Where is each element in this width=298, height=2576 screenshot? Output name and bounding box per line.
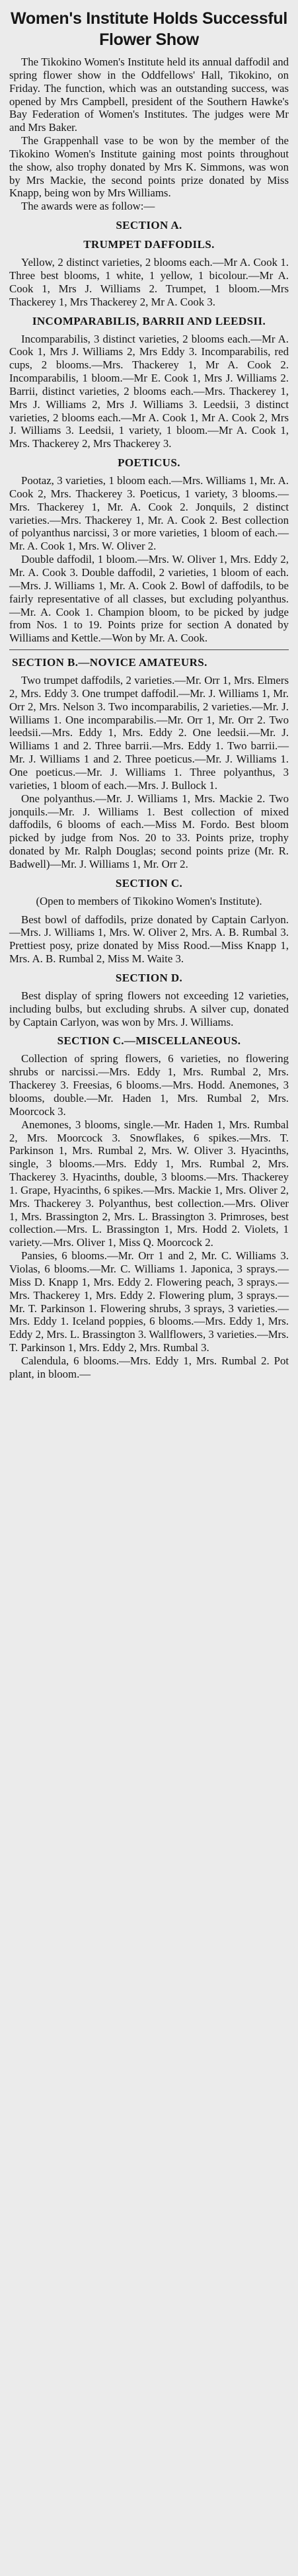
miscellaneous-results-4: Calendula, 6 blooms.—Mrs. Eddy 1, Mrs. Rumbal 2. Pot plant, in bloom.— <box>9 1354 289 1380</box>
section-c-heading: SECTION C. <box>115 876 183 890</box>
miscellaneous-results-1: Collection of spring flowers, 6 varieties, no flowering shrubs or narcissi.—Mrs. Eddy 1, Mrs. Rumbal 2, Mrs. Thackerey 3. Freesias, 6 blooms.—Mrs. Hodd. Anemones, 3 blooms, double.—Mr. Haden 1, Mrs. Rumbal 2, Mrs. Moorcock 3. <box>9 1052 289 1118</box>
miscellaneous-heading: SECTION C.—MISCELLANEOUS. <box>57 1034 241 1048</box>
poeticus-heading: POETICUS. <box>118 456 180 470</box>
intro-paragraph-vase: The Grappenhall vase to be won by the member of the Tikokino Women's Institute gaining most points throughout the show, also trophy donated by Mrs K. Simmons, was won by Mrs Mackie, the second points prize donated by Miss Knapp, being won by Mrs Williams. <box>9 134 289 200</box>
headline-line-2: Flower Show <box>99 30 199 49</box>
section-c-note: (Open to members of Tikokino Women's Institute). <box>36 894 262 907</box>
poeticus-results-1: Pootaz, 3 varieties, 1 bloom each.—Mrs. Williams 1, Mr. A. Cook 2, Mrs. Thackerey 3. Poeticus, 1 variety, 3 blooms.—Mrs. Thackerey 1, Mr. A. Cook 2. Jonquils, 2 distinct varieties.—Mrs. Thackerey 1, Mr. A. Cook 2. Best collection of polyanthus narcissi, 3 or more varieties, 1 bloom of each.—Mr. A. Cook 1, Mrs. W. Oliver 2. <box>9 474 289 553</box>
intro-paragraph-awards: The awards were as follow:— <box>21 200 155 213</box>
article-headline <box>9 8 289 50</box>
section-b-results-2: One polyanthus.—Mr. J. Williams 1, Mrs. Mackie 2. Two jonquils.—Mr. J. Williams 1. Best collection of mixed daffodils, 6 blooms of each.—Miss M. Fordo. Best bloom picked by judge from Nos. 20 to 33. Points prize, trophy donated by Mr. Ralph Douglas; second points prize (Mr. R. Badwell)—Mr. J. Williams 1, Mr. Orr 2. <box>9 792 289 870</box>
section-divider <box>9 649 289 650</box>
section-b-results-1: Two trumpet daffodils, 2 varieties.—Mr. Orr 1, Mrs. Elmers 2, Mrs. Eddy 3. One trumpet daffodil.—Mr. J. Williams 1, Mr. Orr 2, Mrs. Nelson 3. Two incomparabilis, 2 varieties.—Mr. J. Williams 1. One incomparabilis.—Mr. Orr 1, Mr. Orr 2. Two leedsii.—Mrs. Eddy 1, Mrs. Eddy 2. One leedsii.—Mr. J. Williams 1 and 2. Three barrii.—Mrs. Eddy 1. Two barrii.—Mr. J. Williams 1 and 2. Three poeticus.—Mr. J. Williams 1. One poeticus.—Mr. J. Williams 1. Three polyanthus, 3 varieties, 1 bloom of each.—Mrs. J. Bullock 1. <box>9 674 289 792</box>
section-a-heading: SECTION A. <box>116 219 182 232</box>
section-b-heading: SECTION B.—NOVICE AMATEURS. <box>12 656 207 669</box>
intro-paragraph-opening: The Tikokino Women's Institute held its annual daffodil and spring flower show in the Oddfellows' Hall, Tikokino, on Friday. The function, which was an outstanding success, was opened by Mrs Campbell, president of the Southern Hawke's Bay Federation of Women's Institutes. The judges were Mr and Mrs Baker. <box>9 56 289 134</box>
section-d-heading: SECTION D. <box>115 971 183 984</box>
incomparabilis-results: Incomparabilis, 3 distinct varieties, 2 blooms each.—Mr A. Cook 1, Mrs J. Williams 2, Mrs Eddy 3. Incomparabilis, red cups, 2 blooms.—Mrs. Thackerey 1, Mr A. Cook 2. Incomparabilis, 1 bloom.—Mr E. Cook 1, Mrs J. Williams 2. Barrii, distinct varieties, 2 blooms each.—Mrs. Thackerey 1, Mrs J. Williams 2, Mrs J. Williams 3. Leedsii, 3 distinct varieties, 2 blooms each.—Mr A. Cook 1, Mr A. Cook 2, Mrs J. Williams 3. Leedsii, 1 variety, 1 bloom.—Mr A. Cook 1, Mrs. Thackerey 2, Mrs Thackerey 3. <box>9 332 289 450</box>
section-d-results: Best display of spring flowers not exceeding 12 varieties, including bulbs, but excluding shrubs. A silver cup, donated by Captain Carlyon, was won by Mrs. J. Williams. <box>9 989 289 1028</box>
miscellaneous-results-2: Anemones, 3 blooms, single.—Mr. Haden 1, Mrs. Rumbal 2, Mrs. Moorcock 3. Snowflakes, 6 spikes.—Mrs. T. Parkinson 1, Mrs. Rumbal 2, Mrs. W. Oliver 3. Hyacinths, single, 3 blooms.—Mrs. Eddy 1, Mrs. Rumbal 2, Mrs. Thackerey 3. Hyacinths, double, 3 blooms.—Mrs. Thackerey 1. Grape, Hyacinths, 6 spikes.—Mrs. Mackie 1, Mrs. Oliver 2, Mrs. Thackerey 3. Polyanthus, best collection.—Mrs. Oliver 1, Mrs. Brassington 2, Mrs. L. Brassington 3. Primroses, best collection.—Mrs. L. Brassington 1, Mrs. Hodd 2. Violets, 1 variety.—Mrs. Oliver 1, Miss Q. Moorcock 2. <box>9 1118 289 1249</box>
trumpet-daffodils-heading: TRUMPET DAFFODILS. <box>83 238 215 251</box>
miscellaneous-results-3: Pansies, 6 blooms.—Mr. Orr 1 and 2, Mr. C. Williams 3. Violas, 6 blooms.—Mr. C. Williams 1. Japonica, 3 sprays.—Miss D. Knapp 1, Mrs. Eddy 2. Flowering peach, 3 sprays.—Mrs. Thackerey 1, Mrs. Eddy 2. Flowering plum, 3 sprays.—Mr. T. Parkinson 1. Flowering shrubs, 3 sprays, 3 varieties.—Mrs. Eddy 1. Iceland poppies, 6 blooms.—Mrs. Eddy 1, Mrs. Eddy 2, Mrs. L. Brassington 3. Wallflowers, 3 varieties.—Mrs. T. Parkinson 1, Mrs. Eddy 2, Mrs. Rumbal 3. <box>9 1249 289 1354</box>
trumpet-daffodils-results: Yellow, 2 distinct varieties, 2 blooms each.—Mr A. Cook 1. Three best blooms, 1 white, 1 yellow, 1 bicolour.—Mr A. Cook 1, Mrs J. Williams 2. Trumpet, 1 bloom.—Mrs Thackerey 1, Mrs Thackerey 2, Mr A. Cook 3. <box>9 256 289 308</box>
incomparabilis-heading: INCOMPARABILIS, BARRII AND LEEDSII. <box>32 314 266 327</box>
headline-line-1: Women's Institute Holds Successful <box>11 9 287 28</box>
poeticus-results-2: Double daffodil, 1 bloom.—Mrs. W. Oliver 1, Mrs. Eddy 2, Mr. A. Cook 3. Double daffodil, 2 varieties, 1 bloom of each.—Mrs. J. Williams 1, Mr. A. Cook 2. Bowl of daffodils, to be fairly representative of all classes, but excluding polyanthus.—Mr. A. Cook 1. Champion bloom, to be picked by judge from Nos. 1 to 19. Points prize for section A donated by Williams and Kettle.—Won by Mr. A. Cook. <box>9 553 289 645</box>
section-c-results: Best bowl of daffodils, prize donated by Captain Carlyon.—Mrs. J. Williams 1, Mrs. W. Oliver 2, Mrs. A. B. Rumbal 3. Prettiest posy, prize donated by Miss Rood.—Miss Knapp 1, Mrs. A. B. Rumbal 2, Miss M. Waite 3. <box>9 913 289 966</box>
